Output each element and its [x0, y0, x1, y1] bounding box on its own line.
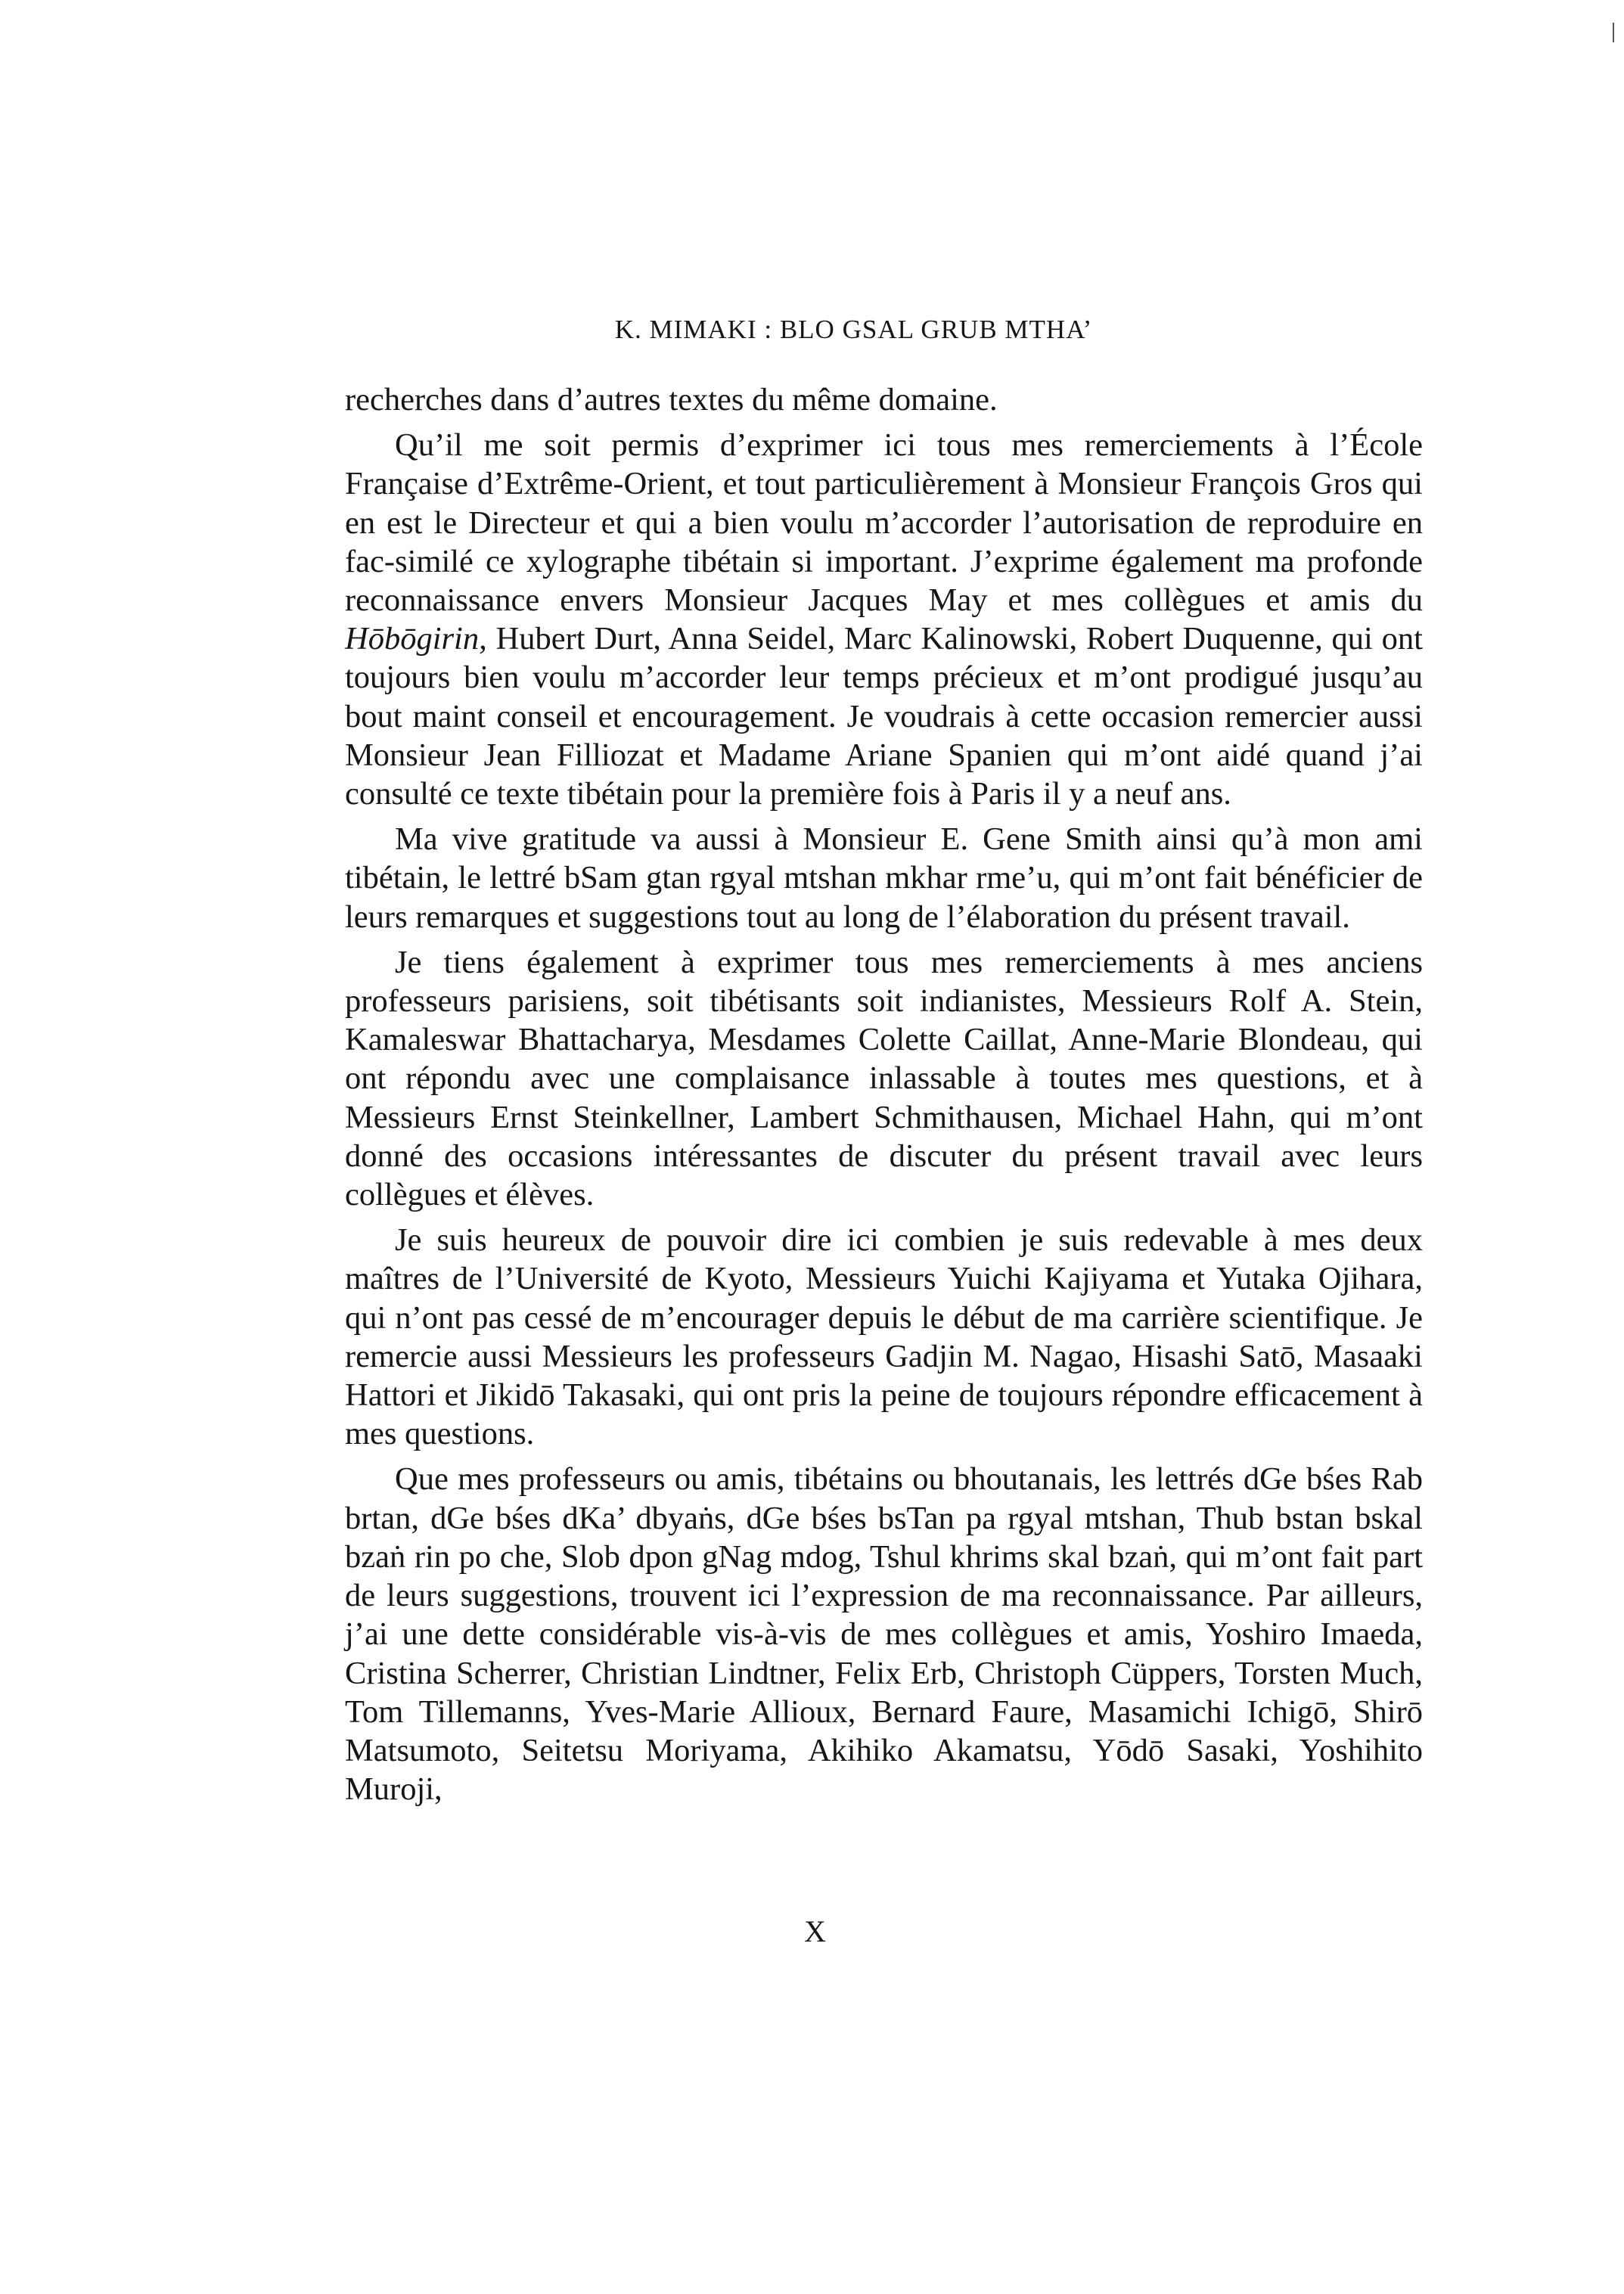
paragraph-kyoto-masters: Je suis heureux de pouvoir dire ici combien je suis redevable à mes deux maîtres de l’Université de Kyoto, Messieurs Yuichi Kajiyama et Yutaka Ojihara, qui n’ont pas cessé de m’encourager depuis le début de ma carrière scientifique. Je remercie aussi Messieurs les professeurs Gadjin M. Nagao, Hisashi Satō, Masaaki Hattori et Jikidō Takasaki, qui ont pris la peine de toujours répondre efficacement à mes questions.: [345, 1222, 1423, 1452]
page-number: X: [804, 1914, 826, 1948]
paragraph-gene-smith: Ma vive gratitude va aussi à Monsieur E. Gene Smith ainsi qu’à mon ami tibétain, le lettré bSam gtan rgyal mtshan mkhar rme’u, qui m’ont fait bénéficier de leurs remarques et suggestions tout au long de l’élaboration du présent travail.: [345, 821, 1423, 935]
body-text: [345, 380, 1423, 1815]
paragraph-tibetan-friends: Que mes professeurs ou amis, tibétains ou bhoutanais, les lettrés dGe bśes Rab brtan, dGe bśes dKa’ dbyaṅs, dGe bśes bsTan pa rgyal mtshan, Thub bstan bskal bzaṅ rin po che, Slob dpon gNag mdog, Tshul khrims skal bzaṅ, qui m’ont fait part de leurs suggestions, trouvent ici l’expression de ma reconnaissance. Par ailleurs, j’ai une dette considérable vis-à-vis de mes collègues et amis, Yoshiro Imaeda, Cristina Scherrer, Christian Lindtner, Felix Erb, Christoph Cüppers, Torsten Much, Tom Tillemanns, Yves-Marie Allioux, Bernard Faure, Masamichi Ichigō, Shirō Matsumoto, Seitetsu Moriyama, Akihiko Akamatsu, Yōdō Sasaki, Yoshihito Muroji,: [345, 1461, 1423, 1808]
paragraph-text: Qu’il me soit permis d’exprimer ici tous mes remerciements à l’École Française d’Extrême-Orient, et tout particulièrement à Monsieur François Gros qui en est le Directeur et qui a bien voulu m’accorder l’autorisation de reproduire en fac-similé ce xylographe tibétain si important. J’exprime également ma profonde reconnaissance envers Monsieur Jacques May et mes collègues et amis du: [345, 427, 1423, 619]
running-head: K. MIMAKI : BLO GSAL GRUB MTHA’: [614, 315, 1093, 344]
paragraph-continuation: recherches dans d’autres textes du même domaine.: [345, 382, 998, 418]
margin-tick-mark: [1613, 23, 1614, 42]
paragraph-ecole-francaise: [345, 426, 1423, 813]
italic-title-hobogirin: Hōbōgirin,: [345, 621, 487, 657]
paragraph-text: Hubert Durt, Anna Seidel, Marc Kalinowski, Robert Duquenne, qui ont toujours bien voulu m’accorder leur temps précieux et m’ont prodigué jusqu’au bout maint conseil et encouragement. Je voudrais à cette occasion remercier aussi Monsieur Jean Filliozat et Madame Ariane Spanien qui m’ont aidé quand j’ai consulté ce texte tibétain pour la première fois à Paris il y a neuf ans.: [345, 621, 1423, 812]
paragraph-parisian-professors: Je tiens également à exprimer tous mes remerciements à mes anciens professeurs parisiens, soit tibétisants soit indianistes, Messieurs Rolf A. Stein, Kamaleswar Bhattacharya, Mesdames Colette Caillat, Anne-Marie Blondeau, qui ont répondu avec une complaisance inlassable à toutes mes questions, et à Messieurs Ernst Steinkellner, Lambert Schmithausen, Michael Hahn, qui m’ont donné des occasions intéressantes de discuter du présent travail avec leurs collègues et élèves.: [345, 944, 1423, 1213]
